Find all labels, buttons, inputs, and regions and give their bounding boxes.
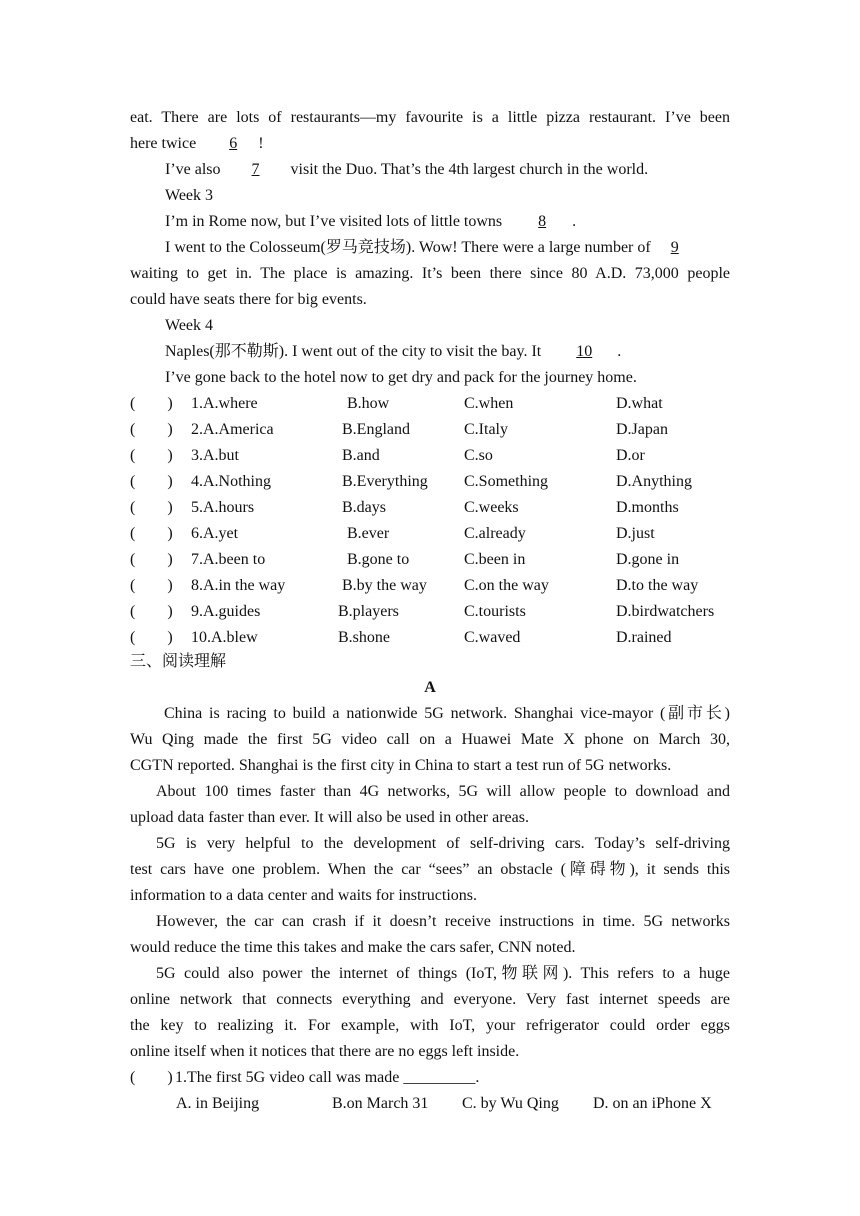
option-c: C.waved xyxy=(464,629,521,646)
option-a: 2.A.America xyxy=(191,421,274,438)
text-line: eat. There are lots of restaurants—my favourite is a little pizza restaurant. I’ve been xyxy=(130,109,730,126)
passage-line: online network that connects everything and everyone. Very fast internet speeds are xyxy=(130,991,730,1008)
passage-line: CGTN reported. Shanghai is the first city in China to start a test run of 5G networks. xyxy=(130,757,672,774)
text-segment: I went to the Colosseum(罗马竞技场). Wow! There were a large number of xyxy=(165,239,651,256)
answer-blank: 8 xyxy=(538,213,547,230)
answer-parentheses: ( ) xyxy=(130,395,173,412)
text-line xyxy=(165,339,730,365)
text-segment: Naples(那不勒斯). I went out of the city to visit the bay. It xyxy=(165,343,542,360)
option-a: 9.A.guides xyxy=(191,603,261,620)
text-line: could have seats there for big events. xyxy=(130,291,367,308)
answer-blank: 6 xyxy=(229,135,238,152)
option-d: D.or xyxy=(616,447,645,464)
option-a: 6.A.yet xyxy=(191,525,239,542)
passage-label: A xyxy=(424,679,436,696)
answer-parentheses: ( ) xyxy=(130,473,173,490)
passage-line: the key to realizing it. For example, with IoT, your refrigerator could order eggs xyxy=(130,1017,730,1034)
option-a: 5.A.hours xyxy=(191,499,255,516)
option-b: B.England xyxy=(342,421,410,438)
answer-parentheses: ( ) xyxy=(130,603,173,620)
option-c: C.already xyxy=(464,525,526,542)
passage-line: online itself when it notices that there are no eggs left inside. xyxy=(130,1043,520,1060)
text-line xyxy=(165,209,730,235)
option-b: B.Everything xyxy=(342,473,428,490)
option-b: B.days xyxy=(342,499,386,516)
text-segment: I’m in Rome now, but I’ve visited lots of little towns xyxy=(165,213,503,230)
text-segment: here twice xyxy=(130,135,197,152)
passage-line: test cars have one problem. When the car “sees” an obstacle (障碍物), it sends this xyxy=(130,861,730,878)
text-segment: visit the Duo. That’s the 4th largest church in the world. xyxy=(290,161,649,178)
option-d: D.months xyxy=(616,499,679,516)
answer-parentheses: ( ) xyxy=(130,499,173,516)
option-c: C.so xyxy=(464,447,493,464)
answer-parentheses: ( ) xyxy=(130,1069,173,1086)
answer-parentheses: ( ) xyxy=(130,629,173,646)
passage-line: 5G is very helpful to the development of self-driving cars. Today’s self-driving xyxy=(156,835,730,852)
text-segment: . xyxy=(572,213,577,230)
text-segment: . xyxy=(617,343,622,360)
option-d: D.rained xyxy=(616,629,672,646)
text-segment: I’ve also xyxy=(165,161,221,178)
option-c: C.been in xyxy=(464,551,526,568)
answer-blank: 10 xyxy=(576,343,593,360)
option-b: B.how xyxy=(347,395,390,412)
option-c: C.when xyxy=(464,395,514,412)
option-d: D.what xyxy=(616,395,663,412)
option-a: 8.A.in the way xyxy=(191,577,286,594)
option-d: D.to the way xyxy=(616,577,699,594)
option-c: C.Something xyxy=(464,473,549,490)
text-line: I’ve gone back to the hotel now to get dry and pack for the journey home. xyxy=(165,369,637,386)
passage-line: Wu Qing made the first 5G video call on a Huawei Mate X phone on March 30, xyxy=(130,731,730,748)
week-heading: Week 3 xyxy=(165,187,214,204)
option-c: C.tourists xyxy=(464,603,526,620)
option-d: D.Anything xyxy=(616,473,692,490)
option-a: 7.A.been to xyxy=(191,551,266,568)
option-a: 10.A.blew xyxy=(191,629,258,646)
text-line xyxy=(130,131,730,157)
text-line xyxy=(165,157,730,183)
answer-parentheses: ( ) xyxy=(130,525,173,542)
answer-parentheses: ( ) xyxy=(130,551,173,568)
answer-blank: 7 xyxy=(251,161,260,178)
answer-parentheses: ( ) xyxy=(130,421,173,438)
passage-line: upload data faster than ever. It will also be used in other areas. xyxy=(130,809,529,826)
option-b: B.ever xyxy=(347,525,390,542)
passage-line: would reduce the time this takes and make the cars safer, CNN noted. xyxy=(130,939,576,956)
question-stem: 1.The first 5G video call was made _________. xyxy=(175,1069,480,1086)
option-b: B.shone xyxy=(338,629,390,646)
passage-line: 5G could also power the internet of things (IoT,物联网). This refers to a huge xyxy=(156,965,730,982)
passage-line: About 100 times faster than 4G networks, 5G will allow people to download and xyxy=(156,783,730,800)
option-b: B.gone to xyxy=(347,551,410,568)
option-a: 3.A.but xyxy=(191,447,239,464)
option-a: 1.A.where xyxy=(191,395,258,412)
option-b: B.by the way xyxy=(342,577,427,594)
option-b: B.players xyxy=(338,603,399,620)
passage-line: China is racing to build a nationwide 5G network. Shanghai vice-mayor (副市长) xyxy=(164,705,730,722)
passage-line: information to a data center and waits for instructions. xyxy=(130,887,478,904)
text-line xyxy=(165,235,730,261)
option-d: D.Japan xyxy=(616,421,668,438)
passage-line: However, the car can crash if it doesn’t receive instructions in time. 5G networks xyxy=(156,913,730,930)
week-heading: Week 4 xyxy=(165,317,214,334)
option-c: C.weeks xyxy=(464,499,519,516)
option-c: C. by Wu Qing xyxy=(462,1095,559,1112)
option-a: 4.A.Nothing xyxy=(191,473,271,490)
option-d: D.just xyxy=(616,525,655,542)
text-segment: ! xyxy=(258,135,264,152)
text-line: waiting to get in. The place is amazing. It’s been there since 80 A.D. 73,000 people xyxy=(130,265,730,282)
option-d: D.gone in xyxy=(616,551,680,568)
section-heading: 三、阅读理解 xyxy=(130,653,227,670)
option-d: D.birdwatchers xyxy=(616,603,715,620)
option-b: B.and xyxy=(342,447,380,464)
answer-blank: 9 xyxy=(670,239,679,256)
answer-parentheses: ( ) xyxy=(130,577,173,594)
option-d: D. on an iPhone X xyxy=(593,1095,712,1112)
option-c: C.Italy xyxy=(464,421,508,438)
option-c: C.on the way xyxy=(464,577,549,594)
answer-parentheses: ( ) xyxy=(130,447,173,464)
option-a: A. in Beijing xyxy=(176,1095,260,1112)
option-b: B.on March 31 xyxy=(332,1095,429,1112)
